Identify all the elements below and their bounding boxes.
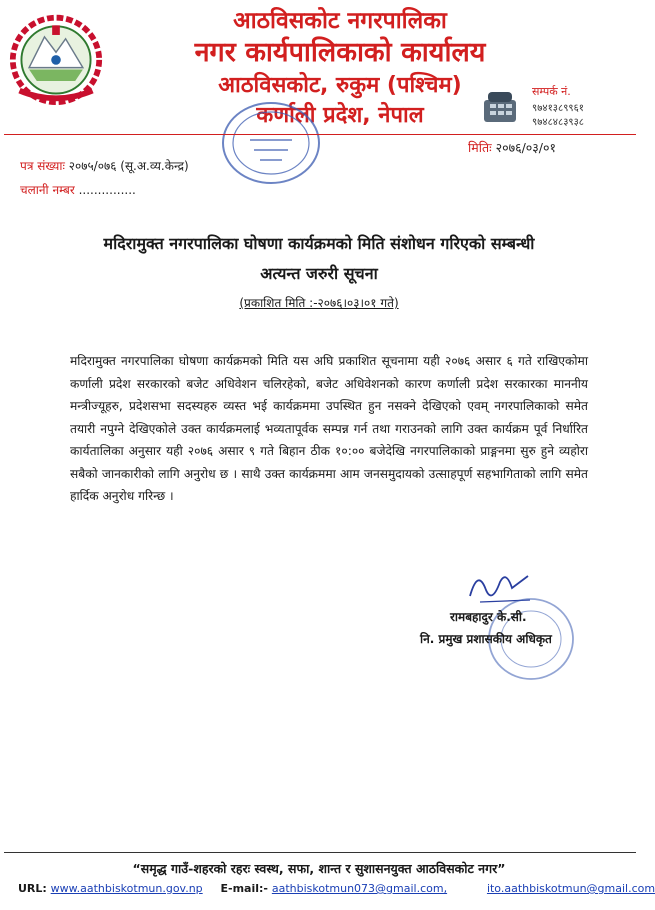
date-label: मितिः [468, 140, 492, 155]
footer-divider [4, 852, 636, 853]
website-link[interactable]: www.aathbiskotmun.gov.np [50, 882, 203, 895]
reference-number-line [20, 157, 189, 174]
header-divider [4, 134, 636, 135]
reference-label: पत्र संख्याः [20, 159, 65, 173]
contact-number-1: ९७४१३८९९६१ [532, 103, 584, 114]
email-link-2[interactable]: ito.aathbiskotmun@gmail.com [486, 882, 655, 895]
published-date [0, 294, 638, 311]
header-province: कर्णाली प्रदेश, नेपाल [256, 103, 424, 128]
office-round-stamp [220, 100, 322, 186]
footer-contacts [18, 882, 655, 895]
date-value: २०७६/०३/०१ [495, 140, 557, 155]
header-address: आठविसकोट, रुकुम (पश्चिम) [218, 73, 462, 98]
email-link-1[interactable]: aathbiskotmun073@gmail.com, [271, 882, 448, 895]
header-office-title: नगर कार्यपालिकाको कार्यालय [194, 37, 486, 68]
header-office-name: आठविसकोट नगरपालिका [233, 8, 447, 34]
notice-body: मदिरामुक्त नगरपालिका घोषणा कार्यक्रमको मिति यस अघि प्रकाशित सूचनामा यही २०७६ असार ६ गते राखिएकोमा कर्णाली प्रदेश सरकारको बजेट अधिवेशन चलिरहेको, बजेट अधिवेशनको कारण कर्णाली प्रदेश सरकारका माननीय मन्त्रीज्यूहरु, प्रदेशसभा सदस्यहरु व्यस्त भई कार्यक्रममा उपस्थित हुन नसक्ने देखिएको एवम् नगरपालिकाको समेत तयारी नपुग्ने देखिएकोले उक्त कार्यक्रमलाई भव्यतापूर्वक सम्पन्न गर्न तथा गराउनको लागि उक्त कार्यक्रम पूर्व निर्धारित कार्यतालिका अनुसार यही २०७६ असार ९ गते बिहान ठीक १०:०० बजेदेखि नगरपालिकाको प्राङ्गनमा सुरु हुने व्यहोरा सबैको जानकारीको लागि अनुरोध छ । साथै उक्त कार्यक्रममा आम जनसमुदायको उत्साहपूर्ण सहभागिताको लागि समेत हार्दिक अनुरोध गरिन्छ । [70, 354, 588, 503]
signatory-name: रामबहादुर के.सी. [450, 610, 527, 624]
dispatch-label: चलानी नम्बर [20, 183, 75, 197]
contact-number-2: ९७४८४८३९३८ [532, 117, 584, 128]
reference-value: २०७५/०७६ (सू.अ.व्य.केन्द्र) [68, 159, 189, 173]
dispatch-value: ............... [78, 183, 136, 197]
signatory-title: नि. प्रमुख प्रशासकीय अधिकृत [420, 632, 552, 646]
url-label: URL: [18, 882, 47, 895]
date-line [468, 139, 556, 156]
contact-label: सम्पर्क नं. [532, 85, 571, 98]
dispatch-number-line [20, 181, 136, 198]
notice-subtitle: अत्यन्त जरुरी सूचना [260, 264, 378, 283]
nepal-emblem-logo [8, 8, 104, 108]
email-label: E-mail:- [220, 882, 268, 895]
published-date-text: (प्रकाशित मिति :-२०७६।०३।०१ गते) [239, 296, 399, 310]
notice-title: मदिरामुक्त नगरपालिका घोषणा कार्यक्रमको मिति संशोधन गरिएको सम्बन्धी [103, 234, 535, 253]
telephone-icon [480, 86, 520, 126]
footer-slogan: “समृद्ध गाउँ-शहरको रहरः स्वस्थ, सफा, शान्त र सुशासनयुक्त आठविसकोट नगर” [132, 861, 506, 876]
